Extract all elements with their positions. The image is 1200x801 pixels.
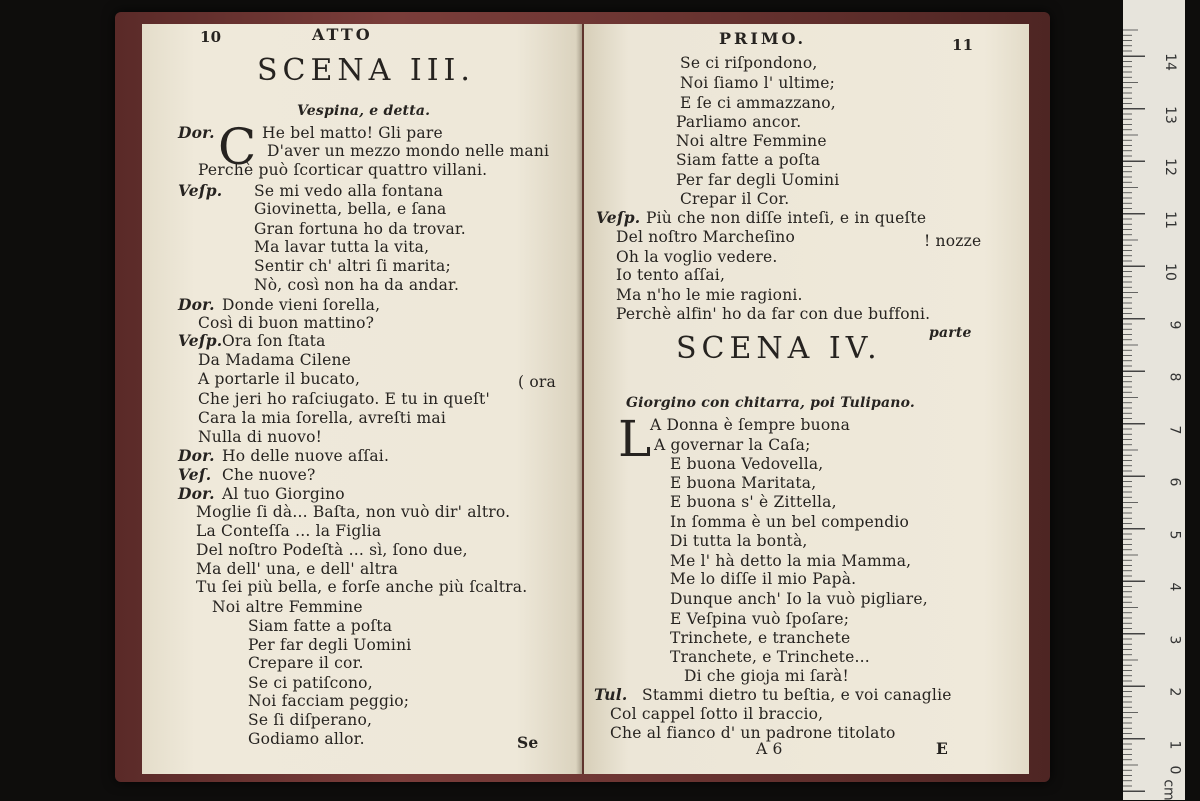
verse-line: Noi ſiamo l' ultime; [680,74,836,92]
verse-line: La Conteſſa ... la Figlia [196,522,382,540]
exit-direction: parte [929,325,972,341]
running-head: PRIMO. [719,29,807,48]
verse-line: Perchè può ſcorticar quattro villani. [198,161,488,179]
verse-line: Per far degli Uomini [676,171,840,189]
ruler-label: 11 [1162,210,1179,229]
verse-line: In ſomma è un bel compendio [670,513,910,531]
ruler-label: 8 [1166,372,1183,382]
verse-line: Trinchete, e tranchete [670,629,851,647]
verse-line: ( ora [518,373,556,391]
verse-line: Stammi dietro tu beſtia, e voi canaglie [642,686,952,704]
speaker-label: Veſp. [178,331,223,350]
ruler-label: 14 [1162,53,1179,72]
verse-line: Dunque anch' Io la vuò pigliare, [670,590,928,608]
verse-line: Al tuo Giorgino [222,485,345,503]
page-number: 11 [952,36,974,54]
speaker-label: Veſp. [178,181,223,200]
verse-line: E Veſpina vuò ſpoſare; [670,610,850,628]
verse-line: Che nuove? [222,466,316,484]
speaker-label: Dor. [178,295,215,314]
speaker-label: Tul. [594,685,628,704]
running-head: ATTO [312,25,373,44]
ruler-label: 5 [1166,530,1183,540]
verse-line: Ma dell' una, e dell' altra [196,560,399,578]
verse-line: Moglie ſi dà... Baſta, non vuò dir' altro. [196,503,511,521]
verse-line: Siam fatte a poſta [248,617,393,635]
scene-title: SCENA III. [257,53,475,88]
verse-line: Donde vieni ſorella, [222,296,381,314]
drop-cap: C [218,118,257,176]
verse-line: Parliamo ancor. [676,113,802,131]
stage-direction: Vespina, e detta. [297,103,431,119]
left-page [142,24,582,774]
ruler-label: 12 [1162,158,1179,177]
verse-line: Se ci riſpondono, [680,54,818,72]
verse-line: Se mi vedo alla fontana [254,182,444,200]
verse-line: Perchè alfin' ho da far con due buffoni. [616,305,931,323]
verse-line: Del noſtro Podeſtà ... sì, ſono due, [196,541,468,559]
verse-line: Di tutta la bontà, [670,532,808,550]
verse-line: Ora ſon ſtata [222,332,326,350]
verse-line: Siam fatte a poſta [676,151,821,169]
verse-line: Del noſtro Marcheſino [616,228,795,246]
signature-mark: A 6 [756,740,783,758]
page-number: 10 [200,28,222,46]
verse-line: Me l' hà detto la mia Mamma, [670,552,912,570]
ruler-label: 2 [1166,687,1183,697]
verse-line: Per far degli Uomini [248,636,412,654]
verse-line: Che jeri ho raſciugato. E tu in queſt' [198,390,490,408]
ruler-label: 10 [1162,263,1179,282]
verse-line: Noi altre Femmine [212,598,363,616]
verse-line: Che al fianco d' un padrone titolato [610,724,896,742]
verse-line: Nulla di nuovo! [198,428,323,446]
verse-line: Io tento aſſai, [616,266,726,284]
ruler-label: 9 [1166,320,1183,330]
speaker-label: Dor. [178,484,215,503]
verse-line: Se ſi diſperano, [248,711,373,729]
verse-line: Crepar il Cor. [680,190,790,208]
verse-line: Ho delle nuove aſſai. [222,447,390,465]
scene-title: SCENA IV. [676,331,882,366]
verse-line: Sentir ch' altri ſi marita; [254,257,451,275]
drop-cap: L [618,410,652,468]
verse-line: Tu ſei più bella, e forſe anche più ſcaltra. [196,578,528,596]
verse-line: A governar la Caſa; [654,436,811,454]
catchword: E [936,739,949,758]
verse-line: Giovinetta, bella, e ſana [254,200,447,218]
verse-line: Se ci patiſcono, [248,674,373,692]
verse-line: Cara la mia ſorella, avreſti mai [198,409,447,427]
verse-line: Nò, così non ha da andar. [254,276,460,294]
verse-line: Da Madama Cilene [198,351,352,369]
verse-line: Tranchete, e Trinchete... [670,648,870,666]
ruler-unit: cm [1160,779,1177,801]
measuring-ruler [1123,0,1185,800]
ruler-label: 6 [1166,477,1183,487]
verse-line: D'aver un mezzo mondo nelle mani [267,142,550,160]
ruler-label: 3 [1166,635,1183,645]
verse-line: Più che non diſſe inteſi, e in queſte [646,209,927,227]
verse-line: Così di buon mattino? [198,314,375,332]
ruler-label: 4 [1166,582,1183,592]
ruler-label: 7 [1166,425,1183,435]
verse-line: He bel matto! Gli pare [262,124,443,142]
verse-line: E buona Maritata, [670,474,817,492]
stage-direction: Giorgino con chitarra, poi Tulipano. [626,395,916,411]
verse-line: Crepare il cor. [248,654,364,672]
verse-line: A portarle il bucato, [198,370,361,388]
speaker-label: Veſp. [596,208,641,227]
verse-line: E ſe ci ammazzano, [680,94,836,112]
ruler-label: 13 [1162,105,1179,124]
verse-line: E buona Vedovella, [670,455,824,473]
verse-line: ! nozze [924,232,982,250]
right-page [584,24,1029,774]
verse-line: Oh la voglio vedere. [616,248,778,266]
verse-line: Ma n'ho le mie ragioni. [616,286,803,304]
verse-line: Di che gioja mi ſarà! [684,667,849,685]
verse-line: A Donna è ſempre buona [650,416,851,434]
speaker-label: Veſ. [178,465,212,484]
verse-line: Ma lavar tutta la vita, [254,238,430,256]
verse-line: Gran fortuna ho da trovar. [254,220,466,238]
catchword: Se [517,733,539,752]
verse-line: Godiamo allor. [248,730,365,748]
verse-line: Noi altre Femmine [676,132,827,150]
ruler-label: 0 [1166,765,1183,775]
verse-line: Col cappel ſotto il braccio, [610,705,824,723]
verse-line: Noi facciam peggio; [248,692,410,710]
ruler-label: 1 [1166,740,1183,750]
verse-line: E buona s' è Zittella, [670,493,837,511]
verse-line: Me lo diſſe il mio Papà. [670,570,857,588]
speaker-label: Dor. [178,446,215,465]
speaker-label: Dor. [178,123,215,142]
